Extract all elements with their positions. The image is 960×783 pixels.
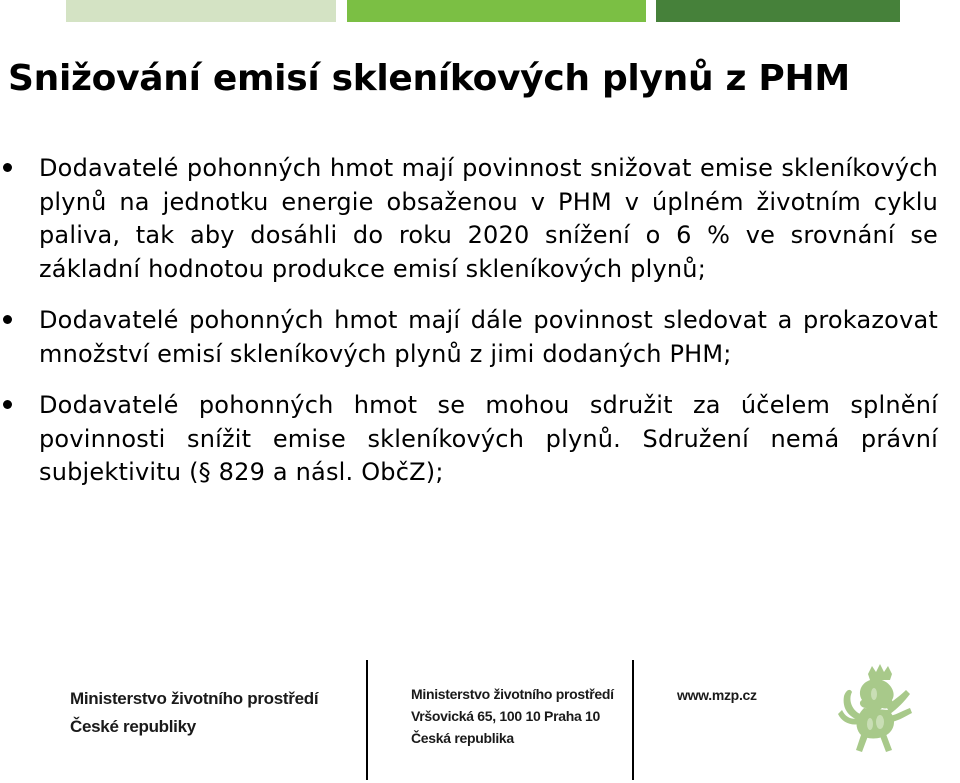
address-name: Ministerstvo životního prostředí [411,686,614,702]
footer-divider [632,660,634,780]
address-country: Česká republika [411,730,514,746]
address-street: Vršovická 65, 100 10 Praha 10 [411,708,601,724]
header-bar-dark [656,0,900,22]
bullet-dot-icon [3,163,12,172]
ministry-logo-name: Ministerstvo životního prostředí [70,689,319,708]
bullet-dot-icon [3,315,12,324]
bullet-item [0,389,960,490]
bullet-text: Dodavatelé pohonných hmot mají povinnost snižovat emise skleníkových plynů na jednotku energie obsaženou v PHM v úplném životním cyklu paliva, tak aby dosáhli do roku 2020 snížení o 6 % ve srovnání se základní hodnotou produkce emisí skleníkových plynů; [39,154,938,283]
ministry-logo-country: České republiky [70,717,196,736]
header-bar-light [66,0,336,22]
bullet-text: Dodavatelé pohonných hmot se mohou sdružit za účelem splnění povinnosti snížit emise skleníkových plynů. Sdružení nemá právní subjektivitu (§ 829 a násl. ObčZ); [39,391,938,486]
bullet-text: Dodavatelé pohonných hmot mají dále povinnost sledovat a prokazovat množství emisí skleníkových plynů z jimi dodaných PHM; [39,306,938,368]
bullet-dot-icon [3,400,12,409]
footer-divider [366,660,368,780]
czech-lion-icon [830,660,930,760]
bullet-item [0,152,960,286]
slide-title: Snižování emisí skleníkových plynů z PHM [8,58,850,99]
bullet-item [0,304,960,371]
website-link[interactable]: www.mzp.cz [677,687,757,703]
header-bar-medium [347,0,646,22]
bullet-list [0,152,960,508]
